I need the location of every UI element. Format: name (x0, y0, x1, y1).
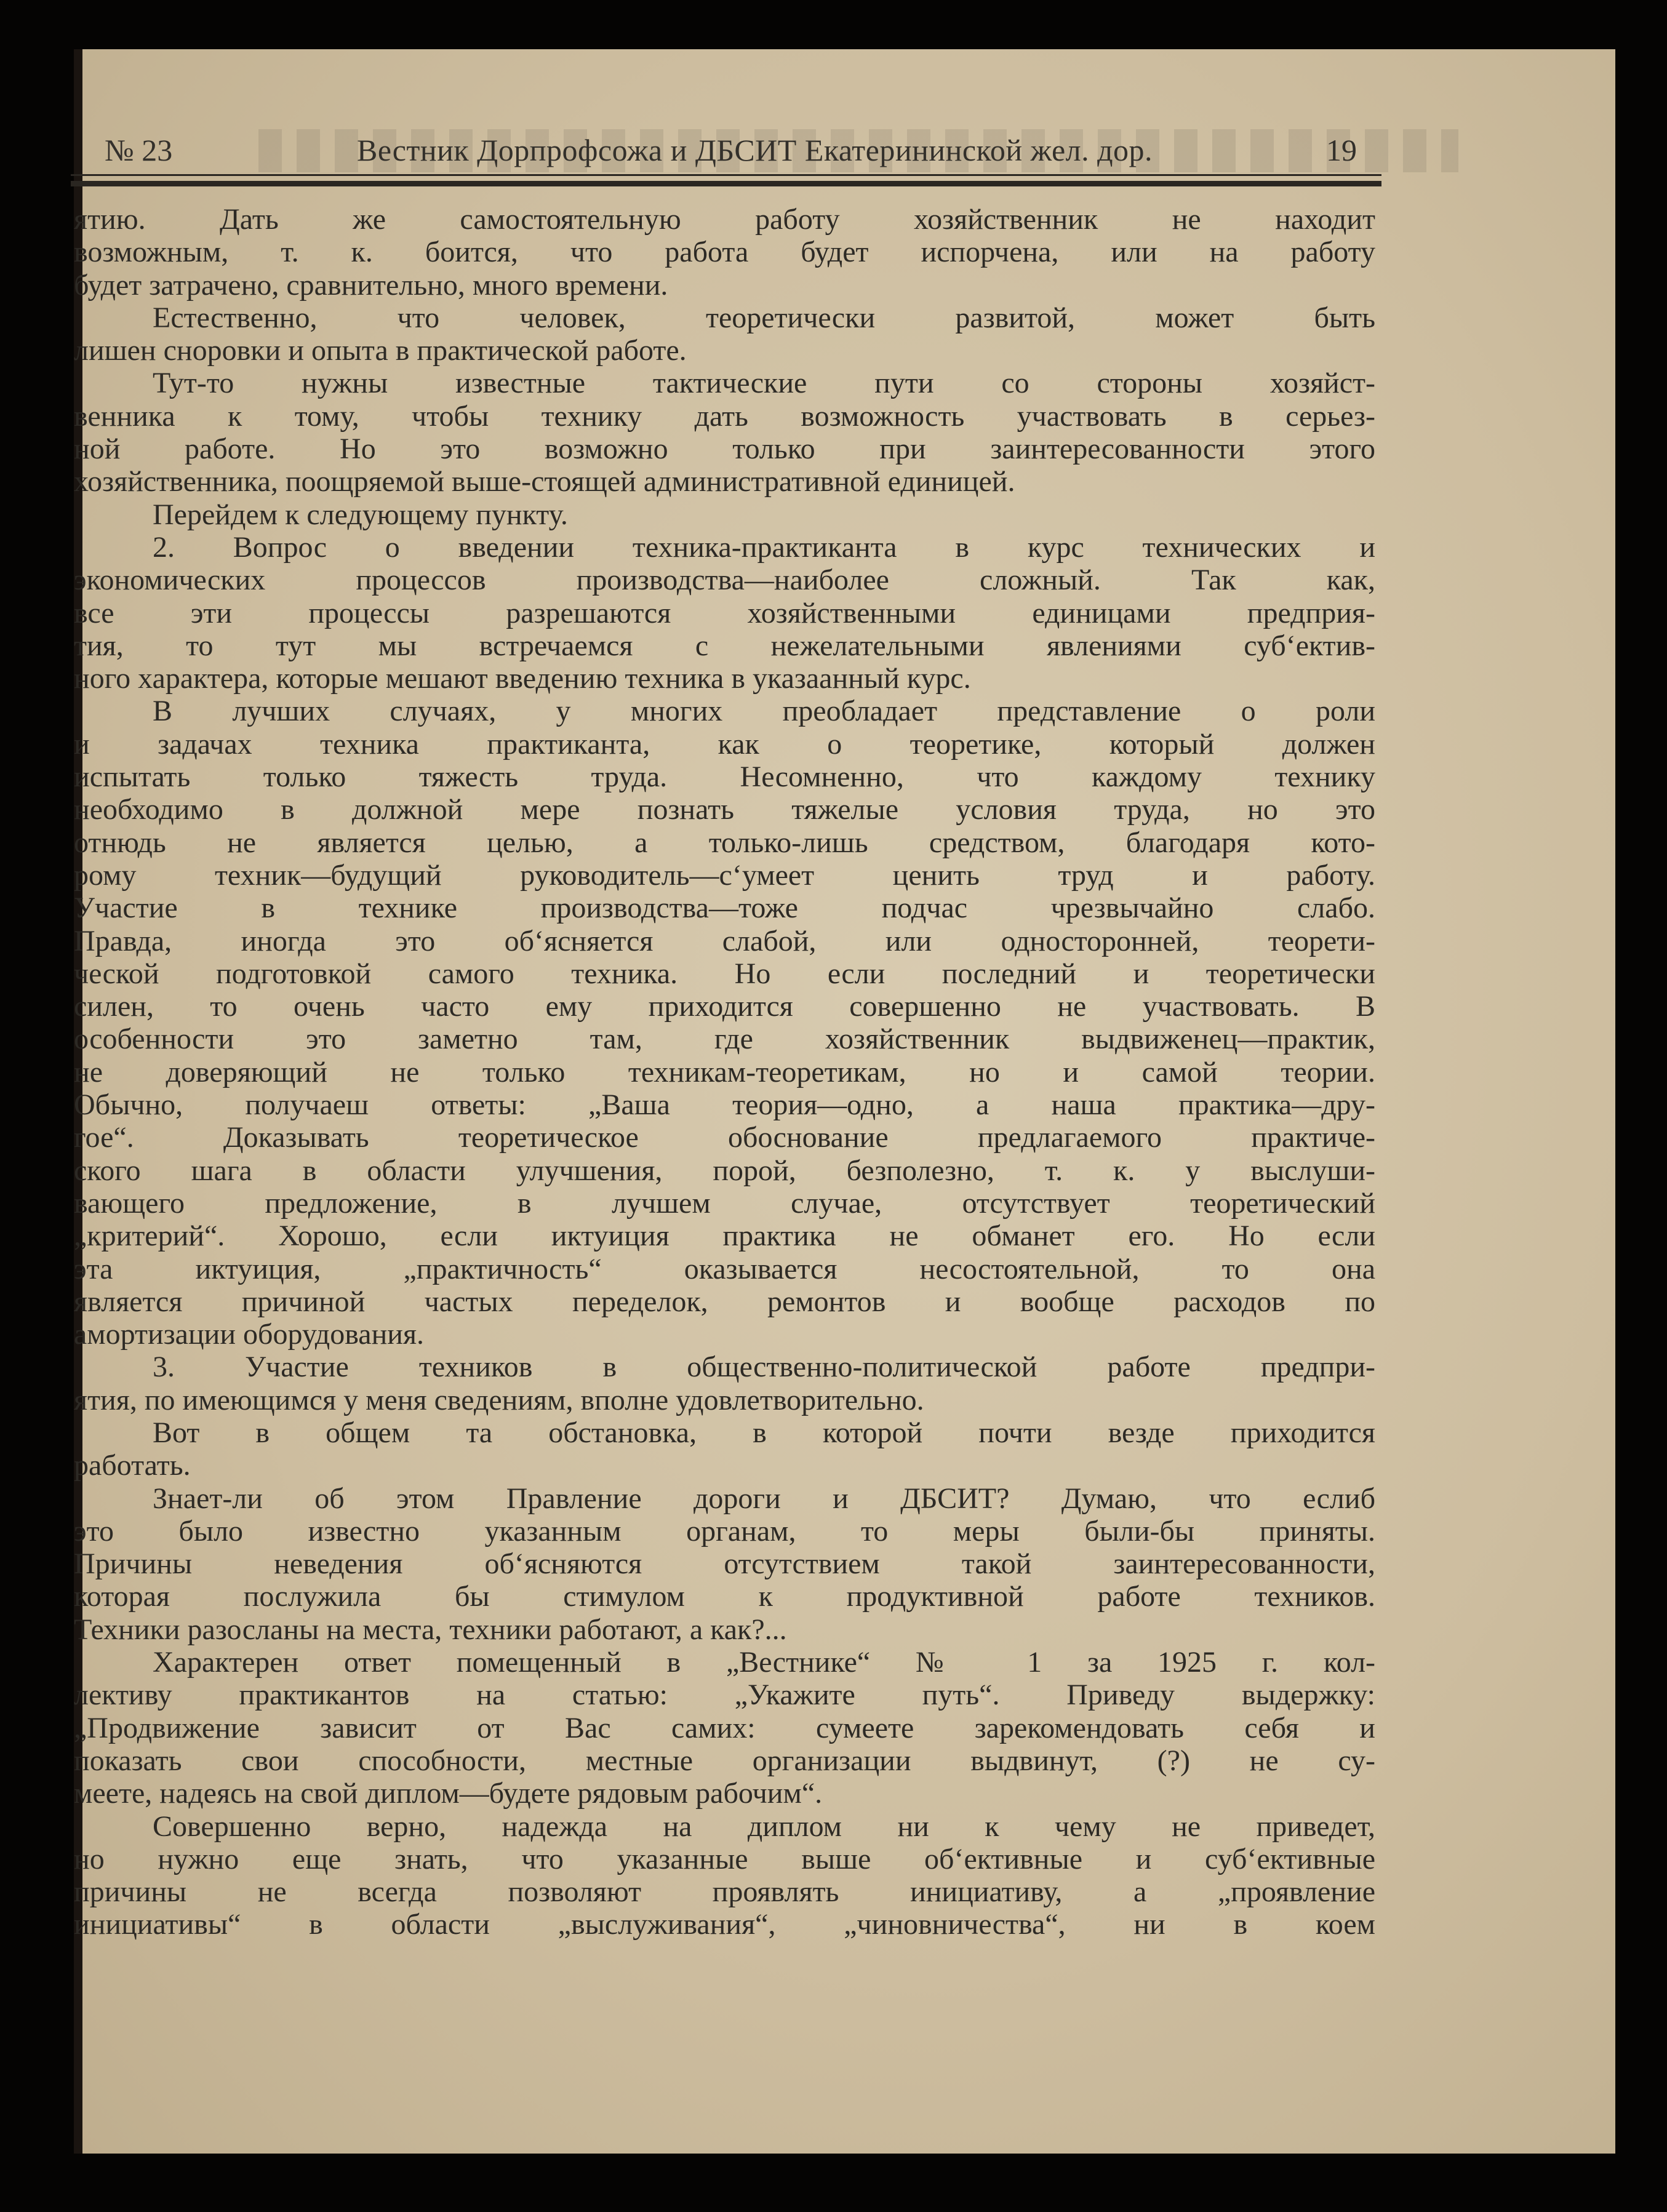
text-line: Перейдем к следующему пункту. (153, 498, 568, 531)
text-line: инициативы“ в области „выслуживания“, „чиновничества“, ни в коем (74, 1908, 1375, 1941)
text-line: Тут-то нужны известные тактические пути со стороны хозяйст- (153, 367, 1375, 400)
text-line: которая послужила бы стимулом к продуктивной работе техников. (74, 1580, 1375, 1613)
text-line: испытать только тяжесть труда. Несомненно, что каждому технику (74, 761, 1375, 794)
text-line: ского шага в области улучшения, порой, безполезно, т. к. у выслуши- (74, 1154, 1375, 1187)
text-line: В лучших случаях, у многих преобладает представление о роли (153, 695, 1375, 728)
text-line: Причины неведения об‘ясняются отсутствием такой заинтересованности, (74, 1547, 1375, 1581)
text-line: Характерен ответ помещенный в „Вестнике“ № 1 за 1925 г. кол- (153, 1646, 1375, 1679)
text-line: вающего предложение, в лучшем случае, отсутствует теоретический (74, 1186, 1375, 1220)
text-line: амортизации оборудования. (74, 1318, 425, 1351)
journal-title: Вестник Дорпрофсожа и ДБСИТ Екатерининской жел. дор. (357, 133, 1153, 167)
text-line: экономических процессов производства—наиболее сложный. Так как, (74, 564, 1375, 597)
text-line: тия, то тут мы встречаемся с нежелательными явлениями суб‘ектив- (74, 629, 1375, 662)
text-line: Знает-ли об этом Правление дороги и ДБСИТ? Думаю, что еслиб (153, 1482, 1375, 1515)
text-line: показать свои способности, местные организации выдвинут, (?) не су- (74, 1744, 1375, 1777)
text-line: силен, то очень часто ему приходится совершенно не участвовать. В (74, 990, 1375, 1023)
text-line: не доверяющий не только техникам-теоретикам, но и самой теории. (74, 1055, 1375, 1088)
text-line: рому техник—будущий руководитель—с‘умеет ценить труд и работу. (74, 858, 1375, 892)
text-line: и задачах техника практиканта, как о теоретике, который должен (74, 727, 1375, 761)
text-line: будет затрачено, сравнительно, много времени. (74, 268, 668, 301)
text-line: меете, надеясь на свой диплом—будете рядовым рабочим“. (74, 1777, 823, 1810)
text-line: Правда, иногда это об‘ясняется слабой, или односторонней, теорети- (74, 924, 1375, 957)
text-line: 2. Вопрос о введении техника-практиканта в курс технических и (153, 530, 1375, 564)
article-body (74, 203, 1375, 1941)
text-line: необходимо в должной мере познать тяжелые условия труда, но это (74, 793, 1375, 826)
text-line: отнюдь не является целью, а только-лишь средством, благодаря кото- (74, 826, 1375, 859)
text-line: ятию. Дать же самостоятельную работу хозяйственник не находит (74, 203, 1375, 236)
text-line: Совершенно верно, надежда на диплом ни к чему не приведет, (153, 1810, 1375, 1843)
issue-number: № 23 (105, 133, 173, 167)
text-line: но нужно еще знать, что указанные выше об‘ективные и суб‘ективные (74, 1842, 1375, 1875)
text-line: ной работе. Но это возможно только при заинтересованности этого (74, 433, 1375, 466)
text-line: это было известно указанным органам, то меры были-бы приняты. (74, 1514, 1375, 1547)
page-number: 19 (1326, 133, 1357, 167)
header-rule-thin (71, 174, 1381, 176)
text-line: возможным, т. к. боится, что работа будет испорчена, или на работу (74, 236, 1375, 269)
header-rule-thick (71, 181, 1381, 186)
text-line: эта иктуиция, „практичность“ оказывается несостоятельной, то она (74, 1252, 1375, 1285)
text-line: Обычно, получаеш ответы: „Ваша теория—одно, а наша практика—дру- (74, 1088, 1375, 1122)
text-line: Вот в общем та обстановка, в которой почти везде приходится (153, 1416, 1375, 1449)
text-line: лективу практикантов на статью: „Укажите путь“. Приведу выдержку: (74, 1679, 1375, 1712)
text-line: хозяйственника, поощряемой выше-стоящей административной единицей. (74, 465, 1015, 498)
text-line: гое“. Доказывать теоретическое обоснование предлагаемого практиче- (74, 1121, 1375, 1154)
text-line: ного характера, которые мешают введению техника в указаанный курс. (74, 662, 971, 695)
text-line: причины не всегда позволяют проявлять инициативу, а „проявление (74, 1875, 1375, 1909)
text-line: ятия, по имеющимся у меня сведениям, вполне удовлетворительно. (74, 1383, 924, 1416)
text-line: Техники разосланы на места, техники работают, а как?... (74, 1613, 787, 1646)
text-line: Участие в технике производства—тоже подчас чрезвычайно слабо. (74, 892, 1375, 925)
text-line: ческой подготовкой самого техника. Но если последний и теоретически (74, 957, 1375, 990)
text-line: все эти процессы разрешаются хозяйственными единицами предприя- (74, 596, 1375, 629)
text-line: особенности это заметно там, где хозяйственник выдвиженец—практик, (74, 1023, 1375, 1056)
text-line: работать. (74, 1449, 191, 1482)
text-line: является причиной частых переделок, ремонтов и вообще расходов по (74, 1285, 1375, 1318)
text-line: венника к тому, чтобы технику дать возможность участвовать в серьез- (74, 399, 1375, 433)
text-line: „критерий“. Хорошо, если иктуиция практика не обманет его. Но если (74, 1220, 1375, 1253)
text-line: лишен сноровки и опыта в практической работе. (74, 334, 687, 367)
text-line: Естественно, что человек, теоретически развитой, может быть (153, 301, 1375, 334)
text-line: „Продвижение зависит от Вас самих: сумеете зарекомендовать себя и (74, 1711, 1375, 1744)
text-line: 3. Участие техников в общественно-политической работе предпри- (153, 1351, 1375, 1384)
